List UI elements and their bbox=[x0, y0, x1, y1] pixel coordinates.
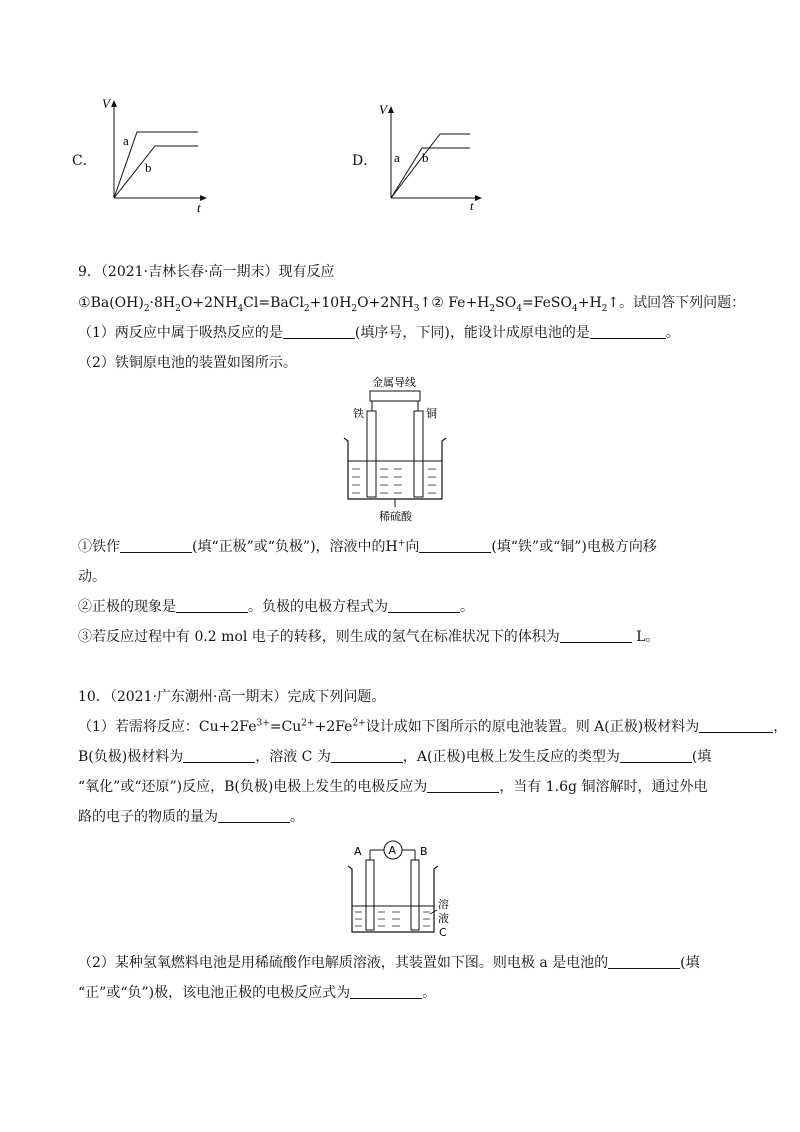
q10-number: 10． bbox=[78, 689, 110, 705]
q10-line3 bbox=[78, 777, 707, 797]
q10-line4-text-a: 路的电子的物质的量为 bbox=[78, 809, 218, 825]
q9-sub1-text-c: 向 bbox=[405, 539, 420, 555]
q9-part1-text-a: （1）两反应中属于吸热反应的是 bbox=[78, 325, 283, 341]
option-c bbox=[72, 150, 97, 170]
option-d-graph bbox=[372, 104, 492, 216]
q10-line4 bbox=[78, 807, 304, 827]
option-c-curve-b: b bbox=[145, 160, 152, 175]
q9-source: （2021·吉林长春·高一期末）现有反应 bbox=[100, 264, 335, 280]
option-c-axis-y: V bbox=[102, 98, 110, 111]
q10-blank-electron-moles[interactable] bbox=[218, 808, 290, 823]
q9-sub3-text-b: L。 bbox=[631, 629, 660, 645]
q9-sub1-text-b: (填“正极”或“负极”)，溶液中的H bbox=[192, 539, 398, 555]
galvanic-cell-figure bbox=[340, 830, 470, 942]
copper-label: 铜 bbox=[426, 407, 437, 420]
q10-part2-cont bbox=[78, 983, 436, 1003]
q10-line1-text-a: （1）若需将反应： bbox=[78, 719, 199, 735]
option-c-axis-x: t bbox=[197, 200, 201, 215]
q9-sub1-text-d: (填“铁”或“铜”)电极方向移 bbox=[491, 539, 657, 555]
q9-sub3-text-a: ③若反应过程中有 0.2 mol 电子的转移，则生成的氢气在标准状况下的体积为 bbox=[78, 629, 560, 645]
q9-sub1-cont bbox=[78, 567, 106, 587]
copper-electrode bbox=[414, 411, 423, 497]
electrode-b-label: B bbox=[420, 845, 428, 858]
solution-label-1: 溶 bbox=[438, 898, 449, 911]
q9-sub2-text-c: 。 bbox=[460, 599, 474, 615]
option-d-axis-y: V bbox=[379, 104, 387, 117]
q10-line3-text-a: “氧化”或“还原”)反应，B(负极)电极上发生的电极反应为 bbox=[78, 779, 428, 795]
q10-line2-text-d: (填 bbox=[691, 749, 712, 765]
q9-part1-text-c: 。 bbox=[665, 325, 680, 341]
q10-blank-a-material[interactable] bbox=[699, 718, 773, 733]
q9-part1 bbox=[78, 323, 680, 343]
q9-blank-negative-equation[interactable] bbox=[388, 598, 460, 613]
q10-line4-text-b: 。 bbox=[290, 809, 304, 825]
option-c-curve-a: a bbox=[123, 133, 129, 148]
q10-part2-text-a: （2）某种氢氧燃料电池是用稀硫酸作电解质溶液，其装置如下图。则电极 a 是电池的 bbox=[78, 955, 609, 971]
q10-blank-positive-reaction[interactable] bbox=[350, 984, 422, 999]
q10-reaction: $Cu+2Fe^{3+}=Cu^{2+}+2Fe^{2+}$ bbox=[198, 718, 366, 735]
iron-label: 铁 bbox=[353, 407, 364, 420]
q10-blank-solution-c[interactable] bbox=[331, 748, 403, 763]
electrode-b bbox=[411, 860, 419, 930]
solution-label-2: 液 bbox=[438, 912, 449, 925]
q9-sub1 bbox=[78, 537, 657, 557]
q9-sub1-ion-charge: + bbox=[397, 538, 406, 549]
reaction-1-marker: ① bbox=[78, 295, 91, 311]
electrode-a-label: A bbox=[354, 845, 362, 858]
beaker bbox=[348, 866, 438, 932]
wire-label: 金属导线 bbox=[372, 376, 416, 389]
q10-part2-text-d: 。 bbox=[422, 985, 437, 1001]
q10-blank-electrode-a-sign[interactable] bbox=[608, 954, 680, 969]
q10-line1-text-b: 设计成如下图所示的原电池装置。则 A(正极)极材料为 bbox=[365, 719, 700, 735]
q10-line2-text-c: ，A(正极)电极上发生反应的类型为 bbox=[402, 749, 620, 765]
fe-cu-cell-figure bbox=[338, 375, 458, 525]
q9-sub2-text-a: ②正极的现象是 bbox=[78, 599, 176, 615]
q9-sub2-text-b: 。负极的电极方程式为 bbox=[248, 599, 388, 615]
q10-part2 bbox=[78, 953, 700, 973]
q9-instruction: 。试回答下列问题： bbox=[619, 295, 746, 311]
q9-number: 9． bbox=[78, 264, 101, 280]
q9-part2-text: （2）铁铜原电池的装置如图所示。 bbox=[78, 355, 297, 371]
q9-sub1-text-a: ①铁作 bbox=[78, 539, 120, 555]
q10-source: （2021·广东潮州·高一期末）完成下列问题。 bbox=[109, 689, 386, 705]
q10-header bbox=[78, 687, 385, 707]
q9-blank-h2-volume[interactable] bbox=[560, 628, 632, 643]
q10-line3-text-b: ，当有 1.6g 铜溶解时，通过外电 bbox=[499, 779, 708, 795]
q9-blank-iron-role[interactable] bbox=[120, 538, 192, 553]
q9-blank-positive-phenomenon[interactable] bbox=[176, 598, 248, 613]
q9-sub3 bbox=[78, 627, 660, 647]
option-d-curve-a: a bbox=[394, 150, 400, 165]
reaction-2-marker: ② bbox=[431, 295, 444, 311]
q10-line1 bbox=[78, 717, 787, 737]
electrode-a bbox=[366, 860, 374, 930]
ammeter-label: A bbox=[388, 844, 397, 857]
reaction-1: $Ba(OH)_2\cdot 8H_2O+2NH_4Cl=BaCl_2+10H_2O+2NH_3↑$ bbox=[90, 295, 432, 314]
reaction-2: $Fe+H_2SO_4=FeSO_4+H_2↑$ bbox=[443, 295, 620, 314]
solution-label-3: C bbox=[439, 926, 447, 939]
q9-blank-endothermic[interactable] bbox=[283, 324, 355, 339]
option-d-letter: D． bbox=[352, 153, 378, 169]
q9-part2 bbox=[78, 353, 297, 373]
iron-electrode bbox=[367, 411, 376, 497]
q9-blank-cell[interactable] bbox=[590, 324, 666, 339]
option-c-letter: C． bbox=[72, 153, 97, 169]
electrolyte-label: 稀硫酸 bbox=[379, 510, 412, 523]
q10-line2-text-b: ，溶液 C 为 bbox=[255, 749, 331, 765]
q9-sub2 bbox=[78, 597, 474, 617]
q10-blank-b-electrode-reaction[interactable] bbox=[427, 778, 499, 793]
beaker bbox=[344, 438, 446, 499]
q10-line2 bbox=[78, 747, 711, 767]
q10-part2-text-b: (填 bbox=[680, 955, 700, 971]
q10-line2-text-a: B(负极)极材料为 bbox=[78, 749, 184, 765]
q10-blank-reaction-type[interactable] bbox=[620, 748, 692, 763]
option-d-curve-b: b bbox=[422, 150, 429, 165]
q9-sub1-text-e: 动。 bbox=[78, 569, 106, 585]
option-c-graph bbox=[95, 98, 215, 218]
q9-blank-h-direction[interactable] bbox=[419, 538, 491, 553]
q10-line1-text-c: ， bbox=[773, 719, 788, 735]
q10-blank-b-material[interactable] bbox=[183, 748, 255, 763]
q9-header bbox=[78, 262, 334, 282]
q9-reactions bbox=[78, 293, 745, 313]
q10-part2-text-c: “正”或“负”)极，该电池正极的电极反应式为 bbox=[78, 985, 351, 1001]
option-d-axis-x: t bbox=[470, 198, 474, 213]
q9-part1-text-b: (填序号，下同)，能设计成原电池的是 bbox=[354, 325, 590, 341]
